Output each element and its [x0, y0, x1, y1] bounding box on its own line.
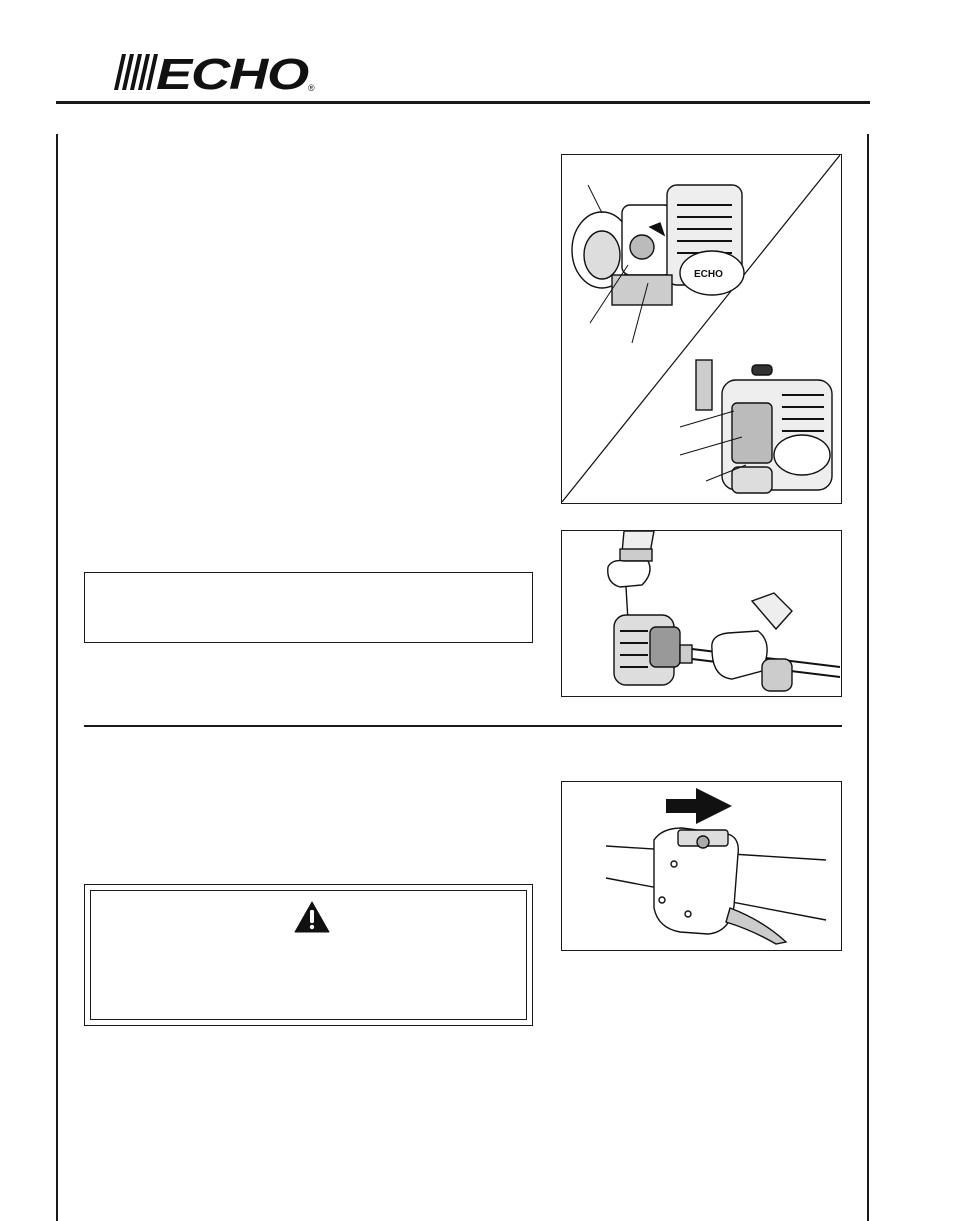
- page-right-border: [867, 134, 869, 1221]
- registered-mark: ®: [308, 83, 315, 93]
- echo-logo: [108, 50, 320, 94]
- engine-parts-illustration: [561, 154, 842, 504]
- note-box: [84, 572, 533, 643]
- header-rule: [56, 101, 870, 104]
- svg-text:ECHO: ECHO: [694, 269, 723, 280]
- warning-triangle-icon: [294, 901, 330, 933]
- operator-start-position-illustration: [561, 530, 842, 697]
- logo-text: ECHO: [156, 50, 309, 94]
- direction-arrow-icon: [666, 788, 732, 824]
- warning-box: [84, 884, 533, 1026]
- warning-inner-border: [90, 890, 527, 1020]
- page-left-border: [56, 134, 58, 1221]
- section-divider: [84, 725, 842, 727]
- throttle-switch-arrow-illustration: [561, 781, 842, 951]
